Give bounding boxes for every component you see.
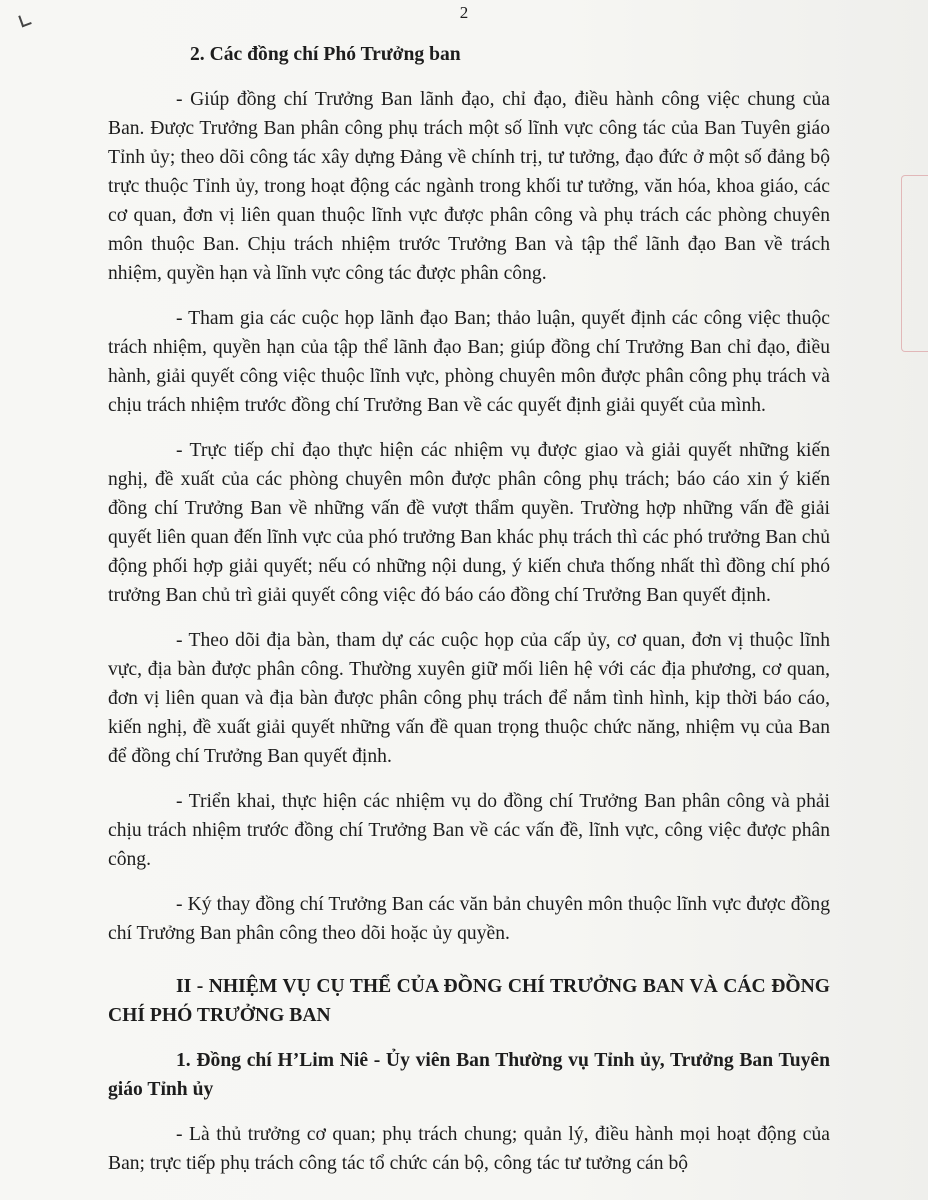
paragraph: - Theo dõi địa bàn, tham dự các cuộc họp của cấp ủy, cơ quan, đơn vị thuộc lĩnh vực, địa bàn được phân công. Thường xuyên giữ mối liên hệ với các địa phương, cơ quan, đơn vị liên quan và địa bàn được phân công phụ trách để nắm tình hình, kịp thời báo cáo, kiến nghị, đề xuất giải quyết những vấn đề quan trọng thuộc chức năng, nhiệm vụ của Ban để đồng chí Trưởng Ban quyết định.	[108, 630, 830, 767]
paragraph: - Triển khai, thực hiện các nhiệm vụ do đồng chí Trưởng Ban phân công và phải chịu trách nhiệm trước đồng chí Trưởng Ban về các vấn đề, lĩnh vực, công việc được phân công.	[108, 791, 830, 870]
paragraph: - Tham gia các cuộc họp lãnh đạo Ban; thảo luận, quyết định các công việc thuộc trách nhiệm, quyền hạn của tập thể lãnh đạo Ban; giúp đồng chí Trưởng Ban chỉ đạo, điều hành, giải quyết công việc thuộc lĩnh vực, phòng chuyên môn được phân công phụ trách và chịu trách nhiệm trước đồng chí Trưởng Ban về các quyết định giải quyết của mình.	[108, 308, 830, 416]
section-heading: 2. Các đồng chí Phó Trưởng ban	[190, 44, 461, 65]
page-number: 2	[459, 3, 469, 22]
document-body	[108, 40, 830, 1178]
paragraph: - Trực tiếp chỉ đạo thực hiện các nhiệm vụ được giao và giải quyết những kiến nghị, đề xuất của các phòng chuyên môn được phân công phụ trách; báo cáo xin ý kiến đồng chí Trưởng Ban về những vấn đề vượt thẩm quyền. Trường hợp những vấn đề giải quyết liên quan đến lĩnh vực của phó trưởng Ban khác phụ trách thì các phó trưởng Ban chủ động phối hợp giải quyết; nếu có những nội dung, ý kiến chưa thống nhất thì đồng chí phó trưởng Ban chủ trì giải quyết công việc đó báo cáo đồng chí Trưởng Ban quyết định.	[108, 440, 830, 606]
subsection-heading: 1. Đồng chí H’Lim Niê - Ủy viên Ban Thường vụ Tỉnh ủy, Trưởng Ban Tuyên giáo Tỉnh ủy	[108, 1050, 830, 1100]
major-section-heading: II - NHIỆM VỤ CỤ THỂ CỦA ĐỒNG CHÍ TRƯỞNG BAN VÀ CÁC ĐỒNG CHÍ PHÓ TRƯỞNG BAN	[108, 976, 830, 1026]
paragraph: - Giúp đồng chí Trưởng Ban lãnh đạo, chỉ đạo, điều hành công việc chung của Ban. Được Trưởng Ban phân công phụ trách một số lĩnh vực công tác của Ban Tuyên giáo Tỉnh ủy; theo dõi công tác xây dựng Đảng về chính trị, tư tưởng, đạo đức ở một số đảng bộ trực thuộc Tỉnh ủy, trong hoạt động các ngành trong khối tư tưởng, văn hóa, khoa giáo, các cơ quan, đơn vị liên quan thuộc lĩnh vực được phân công và phụ trách các phòng chuyên môn thuộc Ban. Chịu trách nhiệm trước Trưởng Ban và tập thể lãnh đạo Ban về trách nhiệm, quyền hạn và lĩnh vực công tác được phân công.	[108, 89, 830, 284]
paragraph: - Là thủ trưởng cơ quan; phụ trách chung; quản lý, điều hành mọi hoạt động của Ban; trực tiếp phụ trách công tác tổ chức cán bộ, công tác tư tưởng cán bộ	[108, 1124, 830, 1174]
paragraph: - Ký thay đồng chí Trưởng Ban các văn bản chuyên môn thuộc lĩnh vực được đồng chí Trưởng Ban phân công theo dõi hoặc ủy quyền.	[108, 894, 830, 944]
stamp-edge	[901, 175, 928, 352]
